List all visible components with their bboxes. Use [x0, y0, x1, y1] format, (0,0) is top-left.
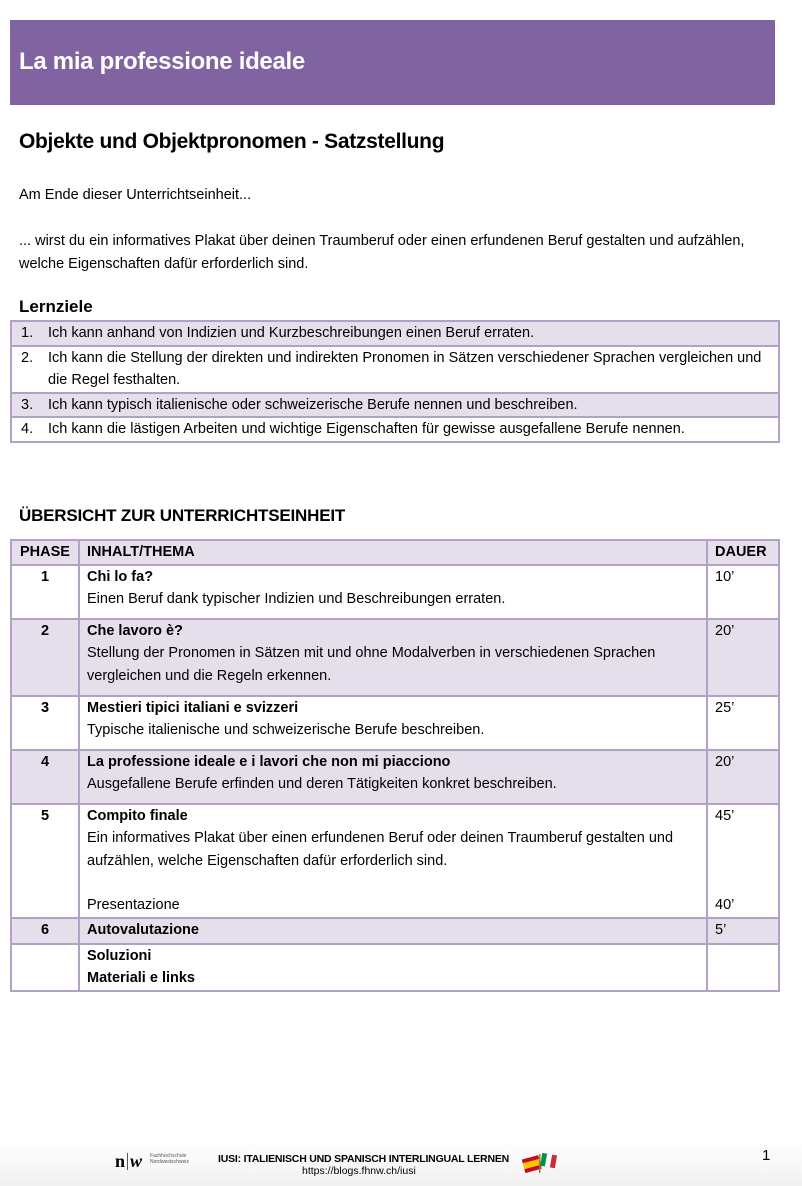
project-url[interactable]: https://blogs.fhnw.ch/iusi — [302, 1165, 416, 1177]
phase-duration: 25’ — [707, 696, 779, 750]
phase-number: 5 — [11, 804, 79, 918]
phase-content — [79, 619, 707, 696]
phase-content — [79, 565, 707, 619]
phase-number: 6 — [11, 918, 79, 944]
fhnw-logo — [115, 1151, 142, 1172]
phase-number: 3 — [11, 696, 79, 750]
phase-content — [79, 750, 707, 804]
intro-paragraph: ... wirst du ein informatives Plakat über deinen Traumberuf oder einen erfundenen Beruf gestalten und aufzählen, welche Eigenschaften dafür erforderlich sind. — [19, 233, 745, 272]
phase-title: Autovalutazione — [87, 921, 199, 938]
lernziel-number: 3. — [21, 396, 34, 413]
phase-duration: 5’ — [707, 918, 779, 944]
lernziel-text: Ich kann die lästigen Arbeiten und wichtige Eigenschaften für gewisse ausgefallene Berufe nennen. — [48, 421, 685, 437]
intro-line: Am Ende dieser Unterrichtseinheit... — [19, 187, 252, 203]
overview-heading: ÜBERSICHT ZUR UNTERRICHTSEINHEIT — [19, 506, 346, 525]
duration-extra: 40’ — [715, 897, 735, 913]
phase-title: Che lavoro è? — [87, 622, 183, 639]
duration-main: 45’ — [715, 807, 735, 824]
document-title: La mia professione ideale — [19, 48, 305, 75]
overview-row — [11, 944, 779, 991]
lernziel-text: Ich kann anhand von Indizien und Kurzbeschreibungen einen Beruf erraten. — [48, 325, 535, 341]
lernziel-text: Ich kann die Stellung der direkten und indirekten Pronomen in Sätzen verschiedener Sprachen vergleichen und die Regel festhalten. — [48, 349, 762, 388]
header-duration: DAUER — [707, 540, 779, 565]
phase-content — [79, 918, 707, 944]
lernziele-table — [10, 320, 780, 443]
phase-duration — [707, 804, 779, 918]
phase-title: La professione ideale e i lavori che non mi piacciono — [87, 753, 451, 770]
solutions-link[interactable]: Soluzioni — [87, 947, 152, 964]
lernziel-number: 4. — [21, 421, 34, 437]
logo-text-line2: Nordwestschweiz — [150, 1159, 189, 1165]
lernziele-heading: Lernziele — [19, 297, 93, 316]
logo-mark-w: w — [130, 1151, 143, 1171]
logo-mark-n: n — [115, 1151, 126, 1171]
phase-extra: Presentazione — [87, 897, 180, 913]
lernziel-number: 2. — [21, 349, 34, 366]
phase-duration: 20’ — [707, 619, 779, 696]
phase-desc: Ein informatives Plakat über einen erfundenen Beruf oder deinen Traumberuf gestalten und aufzählen, welche Eigenschaften dafür erforderlich sind. — [87, 830, 674, 869]
lernziel-row — [11, 346, 779, 393]
title-banner — [10, 20, 775, 105]
overview-row — [11, 750, 779, 804]
phase-desc: Stellung der Pronomen in Sätzen mit und ohne Modalverben in verschiedenen Sprachen vergleichen und die Regeln erkennen. — [87, 645, 656, 684]
logo-text-line1: Fachhochschule — [150, 1153, 187, 1159]
lernziel-text: Ich kann typisch italienische oder schweizerische Berufe nennen und beschreiben. — [48, 396, 578, 413]
phase-number — [11, 944, 79, 991]
phase-number: 1 — [11, 565, 79, 619]
lernziel-number: 1. — [21, 325, 34, 341]
overview-row — [11, 619, 779, 696]
overview-table — [10, 539, 780, 992]
phase-title: Mestieri tipici italiani e svizzeri — [87, 699, 299, 716]
lernziel-row — [11, 321, 779, 346]
fhnw-logo-text — [150, 1153, 189, 1165]
header-content: INHALT/THEMA — [79, 540, 707, 565]
materials-link[interactable]: Materiali e links — [87, 970, 195, 986]
phase-desc: Typische italienische und schweizerische Berufe beschreiben. — [87, 722, 485, 738]
phase-title: Chi lo fa? — [87, 568, 154, 585]
overview-row — [11, 804, 779, 918]
phase-duration — [707, 944, 779, 991]
phase-content — [79, 804, 707, 918]
page-footer — [0, 1140, 802, 1186]
phase-duration: 10’ — [707, 565, 779, 619]
overview-row — [11, 565, 779, 619]
overview-header-row — [11, 540, 779, 565]
page-number: 1 — [762, 1147, 771, 1164]
lernziel-row — [11, 393, 779, 418]
overview-row — [11, 696, 779, 750]
phase-number: 2 — [11, 619, 79, 696]
lernziel-row — [11, 417, 779, 442]
phase-duration: 20’ — [707, 750, 779, 804]
phase-content — [79, 944, 707, 991]
subtitle: Objekte und Objektpronomen - Satzstellung — [19, 130, 445, 153]
phase-desc: Ausgefallene Berufe erfinden und deren Tätigkeiten konkret beschreiben. — [87, 776, 557, 792]
phase-number: 4 — [11, 750, 79, 804]
spain-italy-flags-icon — [522, 1151, 558, 1173]
phase-title: Compito finale — [87, 807, 188, 824]
overview-row — [11, 918, 779, 944]
phase-content — [79, 696, 707, 750]
phase-desc: Einen Beruf dank typischer Indizien und Beschreibungen erraten. — [87, 591, 506, 607]
project-title: IUSI: ITALIENISCH UND SPANISCH INTERLINGUAL LERNEN — [218, 1153, 510, 1165]
header-phase: PHASE — [11, 540, 79, 565]
